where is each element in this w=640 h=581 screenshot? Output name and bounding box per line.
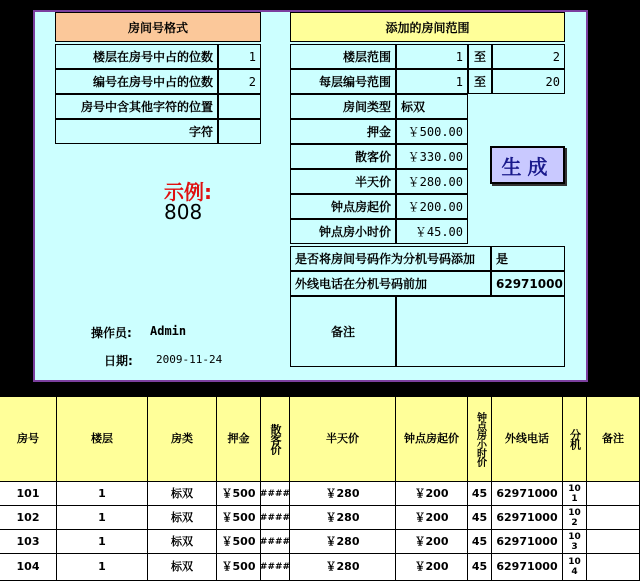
table-cell-floor[interactable]: 1 (57, 482, 148, 506)
header-room-type: 房类 (148, 397, 217, 482)
table-cell-floor[interactable]: 1 (57, 554, 148, 581)
header-floor: 楼层 (57, 397, 148, 482)
range-section-title: 添加的房间范围 (290, 12, 565, 42)
table-cell-room-no[interactable]: 101 (0, 482, 57, 506)
table-cell-room-no[interactable]: 104 (0, 554, 57, 581)
hourly-rate-input[interactable]: ￥45.00 (396, 219, 468, 244)
example-label: 示例: (164, 180, 212, 204)
outline-prefix-label: 外线电话在分机号码前加 (290, 271, 491, 296)
table-cell-floor[interactable]: 1 (57, 506, 148, 530)
header-room-no: 房号 (0, 397, 57, 482)
header-deposit: 押金 (217, 397, 261, 482)
table-cell-room-type[interactable]: 标双 (148, 506, 217, 530)
retail-price-input[interactable]: ￥330.00 (396, 144, 468, 169)
number-digits-input[interactable]: 2 (218, 69, 261, 94)
hourly-rate-label: 钟点房小时价 (290, 219, 396, 244)
table-cell-hourly-start[interactable]: ￥200 (396, 482, 468, 506)
hourly-start-label: 钟点房起价 (290, 194, 396, 219)
table-cell-hourly-rate[interactable]: 45 (468, 530, 492, 554)
table-cell-deposit[interactable]: ￥500 (217, 554, 261, 581)
operator-value: Admin (150, 324, 187, 338)
table-cell-outline-phone[interactable]: 62971000 (492, 554, 563, 581)
retail-price-label: 散客价 (290, 144, 396, 169)
number-range-to-label: 至 (468, 69, 492, 94)
format-section-title: 房间号格式 (55, 12, 261, 42)
char-input[interactable] (218, 119, 261, 144)
other-char-position-input[interactable] (218, 94, 261, 119)
table-cell-room-no[interactable]: 103 (0, 530, 57, 554)
table-cell-floor[interactable]: 1 (57, 530, 148, 554)
table-cell-retail-price[interactable]: #### (261, 482, 290, 506)
table-cell-halfday-price[interactable]: ￥280 (290, 482, 396, 506)
header-remark: 备注 (587, 397, 640, 482)
halfday-price-input[interactable]: ￥280.00 (396, 169, 468, 194)
outline-prefix-input[interactable]: 62971000 (491, 271, 565, 296)
other-char-position-label: 房号中含其他字符的位置 (55, 94, 218, 119)
table-cell-hourly-start[interactable]: ￥200 (396, 530, 468, 554)
table-cell-outline-phone[interactable]: 62971000 (492, 506, 563, 530)
table-cell-extension[interactable]: 101 (563, 482, 587, 506)
halfday-price-label: 半天价 (290, 169, 396, 194)
table-cell-retail-price[interactable]: #### (261, 554, 290, 581)
floor-range-from-input[interactable]: 1 (396, 44, 468, 69)
remark-label: 备注 (290, 296, 396, 367)
header-retail-price: 散客价 (261, 397, 290, 482)
char-label: 字符 (55, 119, 218, 144)
table-cell-extension[interactable]: 104 (563, 554, 587, 581)
deposit-label: 押金 (290, 119, 396, 144)
number-range-to-input[interactable]: 20 (492, 69, 565, 94)
date-value: 2009-11-24 (156, 353, 223, 366)
header-extension: 分机 (563, 397, 587, 482)
extension-option-input[interactable]: 是 (491, 246, 565, 271)
table-cell-retail-price[interactable]: #### (261, 506, 290, 530)
table-cell-halfday-price[interactable]: ￥280 (290, 506, 396, 530)
table-cell-halfday-price[interactable]: ￥280 (290, 554, 396, 581)
table-cell-remark[interactable] (587, 554, 640, 581)
table-cell-outline-phone[interactable]: 62971000 (492, 482, 563, 506)
table-cell-hourly-rate[interactable]: 45 (468, 506, 492, 530)
floor-range-to-input[interactable]: 2 (492, 44, 565, 69)
floor-range-label: 楼层范围 (290, 44, 396, 69)
header-outline-phone: 外线电话 (492, 397, 563, 482)
table-cell-remark[interactable] (587, 530, 640, 554)
table-cell-outline-phone[interactable]: 62971000 (492, 530, 563, 554)
room-type-label: 房间类型 (290, 94, 396, 119)
table-cell-hourly-rate[interactable]: 45 (468, 482, 492, 506)
header-hourly-start: 钟点房起价 (396, 397, 468, 482)
date-label: 日期: (104, 354, 133, 368)
table-cell-extension[interactable]: 102 (563, 506, 587, 530)
table-cell-halfday-price[interactable]: ￥280 (290, 530, 396, 554)
table-cell-deposit[interactable]: ￥500 (217, 530, 261, 554)
remark-input[interactable] (396, 296, 565, 367)
number-range-label: 每层编号范围 (290, 69, 396, 94)
generate-button[interactable]: 生成 (490, 146, 565, 184)
table-cell-room-no[interactable]: 102 (0, 506, 57, 530)
floor-range-to-label: 至 (468, 44, 492, 69)
floor-digits-label: 楼层在房号中占的位数 (55, 44, 218, 69)
table-cell-hourly-start[interactable]: ￥200 (396, 506, 468, 530)
deposit-input[interactable]: ￥500.00 (396, 119, 468, 144)
table-cell-remark[interactable] (587, 506, 640, 530)
table-cell-room-type[interactable]: 标双 (148, 554, 217, 581)
table-cell-remark[interactable] (587, 482, 640, 506)
table-cell-retail-price[interactable]: #### (261, 530, 290, 554)
floor-digits-input[interactable]: 1 (218, 44, 261, 69)
header-halfday-price: 半天价 (290, 397, 396, 482)
extension-option-label: 是否将房间号码作为分机号码添加 (290, 246, 491, 271)
table-cell-room-type[interactable]: 标双 (148, 482, 217, 506)
number-range-from-input[interactable]: 1 (396, 69, 468, 94)
header-hourly-rate: 钟点房小时价 (468, 397, 492, 482)
table-cell-room-type[interactable]: 标双 (148, 530, 217, 554)
operator-label: 操作员: (91, 326, 132, 340)
hourly-start-input[interactable]: ￥200.00 (396, 194, 468, 219)
room-type-input[interactable]: 标双 (396, 94, 468, 119)
table-cell-deposit[interactable]: ￥500 (217, 482, 261, 506)
table-cell-hourly-rate[interactable]: 45 (468, 554, 492, 581)
number-digits-label: 编号在房号中占的位数 (55, 69, 218, 94)
table-cell-hourly-start[interactable]: ￥200 (396, 554, 468, 581)
table-cell-extension[interactable]: 103 (563, 530, 587, 554)
example-value: 808 (164, 200, 203, 224)
table-cell-deposit[interactable]: ￥500 (217, 506, 261, 530)
